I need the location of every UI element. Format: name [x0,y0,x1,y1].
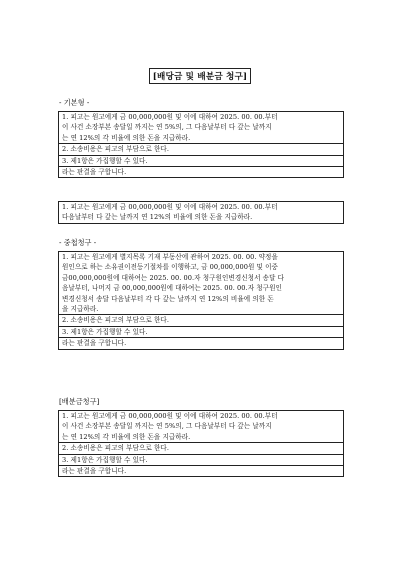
section-distribution-label: [배분금청구] [59,397,100,406]
claim-line: 2. 소송비용은 피고의 부담으로 한다. [59,143,343,154]
claim-line: 3. 제1항은 가집행할 수 있다. [59,155,343,166]
claim-line: 금00,000,000원에 대하여는 2025. 00. 00.자 청구원인변경신청서 송달 다 [62,273,285,282]
basic-claim-box [58,111,344,178]
claim-line: 1. 피고는 원고에게 금 00,000,000원 및 이에 대하여 2025. 00. 00.부터 [62,113,278,121]
claim-line: 이 사건 소장부본 송달일 까지는 연 5%의, 그 다음날부터 다 갚는 날까지 [62,422,272,431]
claim-line: 라는 판결을 구합니다. [59,337,343,348]
claim-line: 3. 제1항은 가집행할 수 있다. [59,326,343,337]
claim-line: 을 지급하라. [62,305,99,314]
claim-line: 음날부터, 나머지 금 00,000,000원에 대하여는 2025. 00. 00.자 청구원인 [62,284,282,293]
claim-line: 라는 판결을 구합니다. [59,465,343,476]
claim-line: 1. 피고는 원고에게 금 00,000,000원 및 이에 대하여 2025. 00. 00.부터 [62,203,278,211]
distribution-claim-box [58,410,344,477]
claim-line: 는 연 12%의 각 비율에 의한 돈을 지급하라. [62,432,191,441]
claim-line: 다음날부터 다 갚는 날까지 연 12%의 비율에 의한 돈을 지급하라. [62,213,253,222]
claim-line: 2. 소송비용은 피고의 부담으로 한다. [59,442,343,453]
claim-line: 는 연 12%의 각 비율에 의한 돈을 지급하라. [62,133,191,142]
claim-line: 변경신청서 송달 다음날부터 각 다 갚는 날까지 연 12%의 비율에 의한 돈 [62,294,274,303]
claim-line: 1. 피고는 원고에게 금 00,000,000원 및 이에 대하여 2025. 00. 00.부터 [62,412,278,420]
section-prelim-label: - 중첩청구 - [59,238,97,247]
claim-line: 이 사건 소장부본 송달일 까지는 연 5%의, 그 다음날부터 다 갚는 날까지 [62,123,272,132]
section-basic-label: - 기본형 - [59,98,90,107]
claim-line: 라는 판결을 구합니다. [59,166,343,177]
claim-line: 1. 피고는 원고에게 별지목록 기재 부동산에 관하여 2025. 00. 00. 약정을 [62,253,278,261]
prelim-claim-box [58,251,344,350]
claim-line: 원인으로 하는 소유권이전등기절차를 이행하고, 금 00,000,000원 및 이중 [62,263,278,272]
claim-line: 2. 소송비용은 피고의 부담으로 한다. [59,314,343,325]
title-wrapper [0,64,400,84]
claim-line: 3. 제1항은 가집행할 수 있다. [59,454,343,465]
page-title: [배당금 및 배분금 청구] [149,68,252,84]
basic-claim-box-2 [58,201,344,224]
